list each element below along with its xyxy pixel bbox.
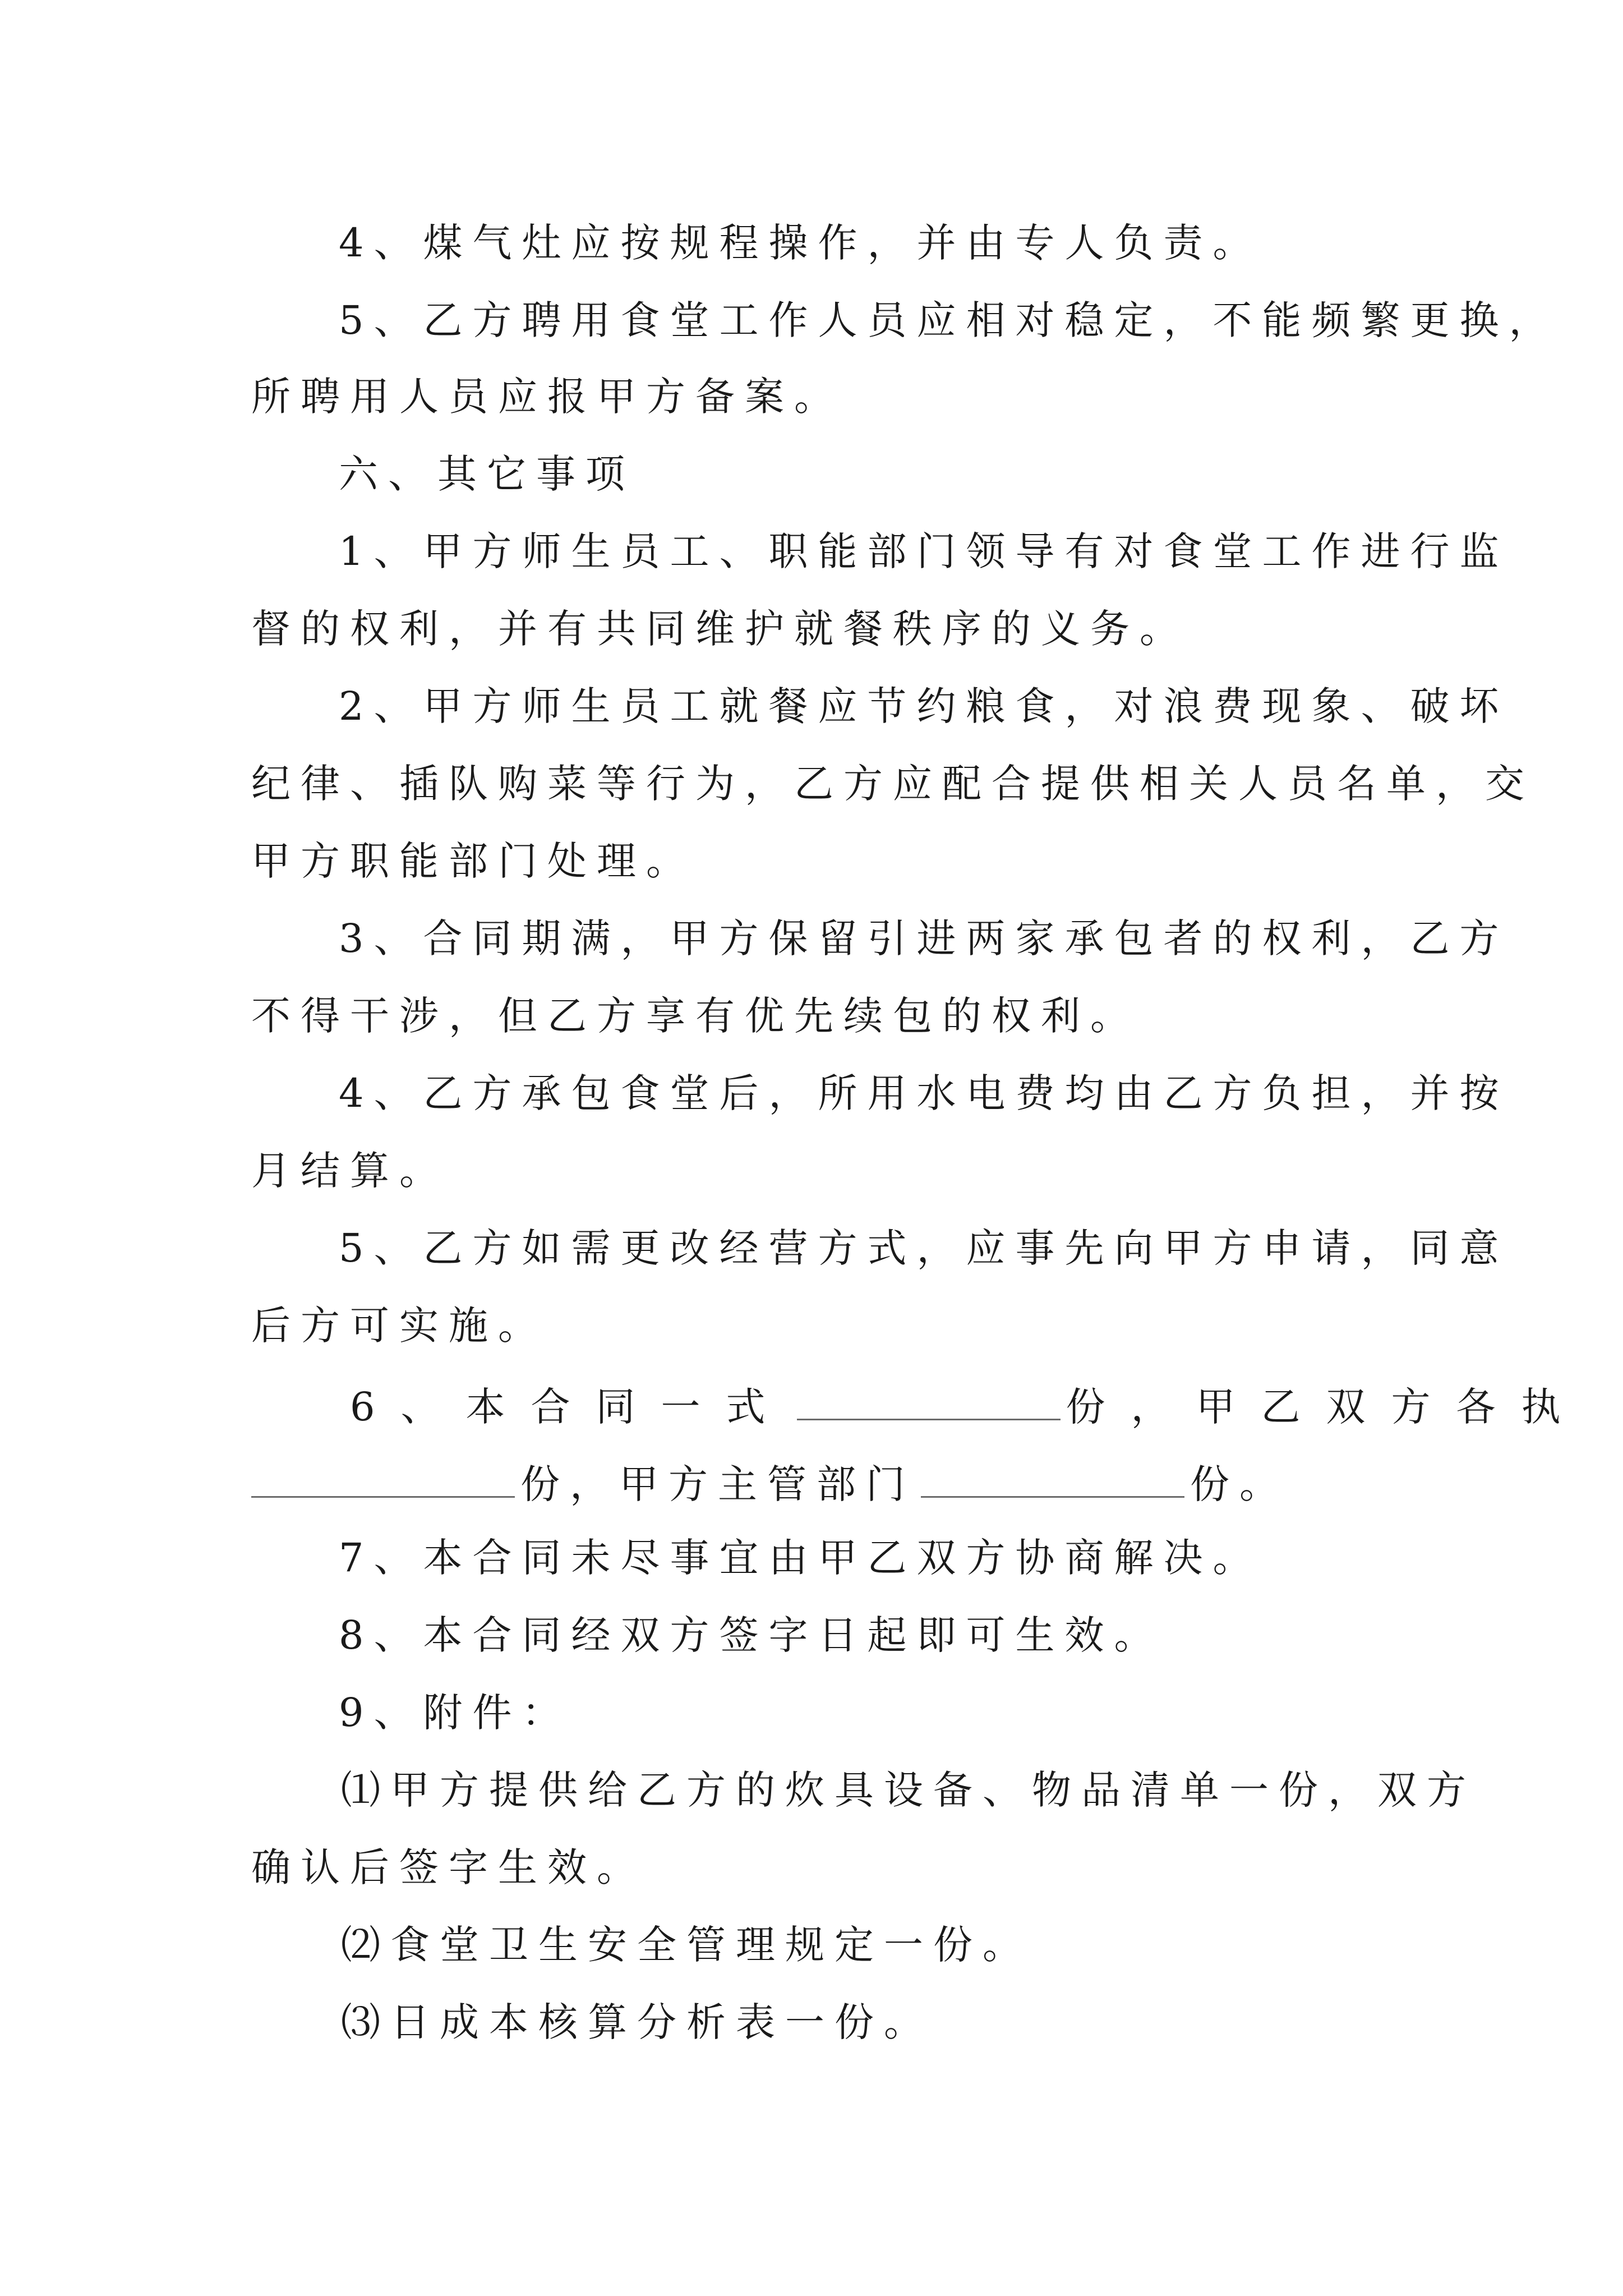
paragraph-line: 甲方职能部门处理。 [251, 838, 695, 884]
copies-total-blank [797, 1383, 1061, 1420]
paragraph-line: 4、煤气灶应按规程操作，并由专人负责。 [339, 220, 1262, 266]
attachment-item: ⑴甲方提供给乙方的炊具设备、物品清单一份，双方 [341, 1767, 1476, 1813]
paragraph-line: 不得干涉，但乙方享有优先续包的权利。 [251, 993, 1140, 1039]
clause-6-text: 份，甲方主管部门 [520, 1461, 915, 1507]
attachment-item: ⑵食堂卫生安全管理规定一份。 [341, 1922, 1032, 1968]
clause-6-text: 份，甲乙双方各执 [1066, 1384, 1587, 1430]
paragraph-line: 纪律、插队购菜等行为，乙方应配合提供相关人员名单，交 [251, 761, 1534, 807]
paragraph-line: 2、甲方师生员工就餐应节约粮食，对浪费现象、破坏 [339, 683, 1509, 729]
paragraph-line: 1、甲方师生员工、职能部门领导有对食堂工作进行监 [339, 528, 1509, 574]
copies-department-blank [921, 1461, 1184, 1498]
paragraph-line: 月结算。 [251, 1148, 449, 1194]
paragraph-line: 所聘用人员应报甲方备案。 [251, 374, 843, 420]
paragraph-line: 后方可实施。 [251, 1303, 547, 1349]
paragraph-line: 督的权利，并有共同维护就餐秩序的义务。 [251, 606, 1189, 652]
clause-6-text: 份。 [1190, 1461, 1289, 1507]
paragraph-line: 5、乙方如需更改经营方式，应事先向甲方申请，同意 [339, 1225, 1509, 1271]
paragraph-line: 9、附件： [339, 1690, 571, 1736]
paragraph-line: 3、合同期满，甲方保留引进两家承包者的权利，乙方 [339, 915, 1509, 961]
paragraph-line: 5、乙方聘用食堂工作人员应相对稳定，不能频繁更换， [339, 297, 1559, 343]
attachment-item: ⑶日成本核算分析表一份。 [341, 1999, 933, 2045]
paragraph-line: 8、本合同经双方签字日起即可生效。 [339, 1612, 1164, 1658]
paragraph-line: 确认后签字生效。 [251, 1844, 646, 1890]
clause-6-line-1 [350, 1383, 1623, 1430]
section-heading: 六、其它事项 [339, 451, 635, 497]
clause-6-line-2 [251, 1461, 1623, 1507]
paragraph-line: 7、本合同未尽事宜由甲乙双方协商解决。 [339, 1535, 1262, 1581]
paragraph-line: 4、乙方承包食堂后，所用水电费均由乙方负担，并按 [339, 1070, 1509, 1116]
copies-each-party-blank [251, 1461, 515, 1498]
clause-6-text: 6、本合同一式 [350, 1384, 791, 1430]
